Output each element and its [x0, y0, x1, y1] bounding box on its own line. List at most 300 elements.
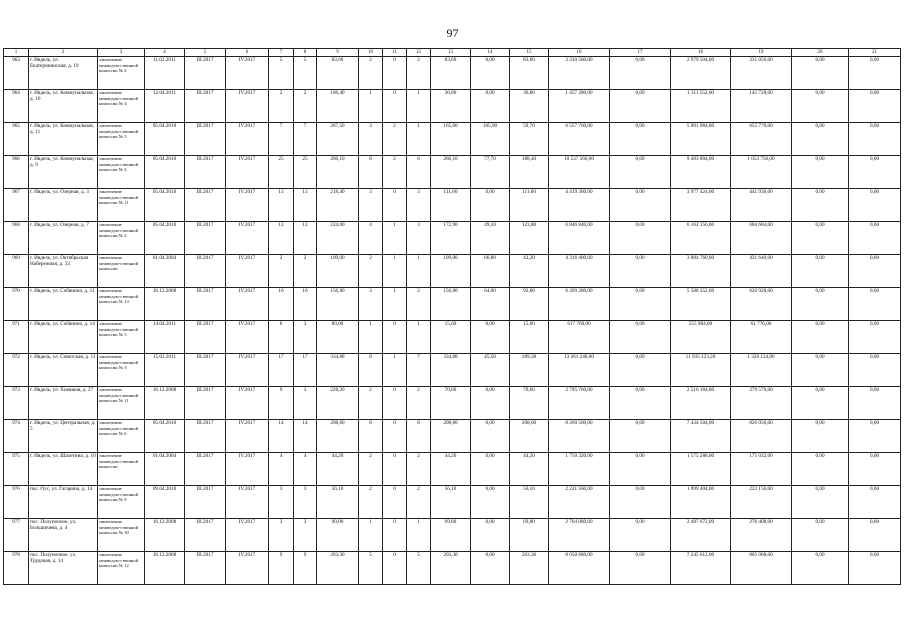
column-number-header: 13	[431, 49, 471, 57]
column-number-header: 19	[731, 49, 792, 57]
document-date-cell: 05.04.2010	[145, 222, 185, 255]
table-row	[4, 519, 901, 552]
row-number-cell: 977	[4, 519, 29, 552]
value-cell-col-13: 36,80	[431, 90, 471, 123]
value-cell-col-16: 1 457 280,00	[549, 90, 610, 123]
row-number-cell: 978	[4, 552, 29, 585]
value-cell-col-18: 5 901 984,00	[671, 123, 731, 156]
document-date-cell: 01.04.2004	[145, 453, 185, 486]
address-cell: г. Ивдель, ул. Собянина, д. 14	[29, 321, 98, 354]
value-cell-col-7: 2	[269, 255, 294, 288]
value-cell-col-17: 0,00	[610, 552, 671, 585]
value-cell-col-15: 123,80	[510, 222, 549, 255]
value-cell-col-17: 0,00	[610, 57, 671, 90]
value-cell-col-17: 0,00	[610, 90, 671, 123]
value-cell-col-13: 44,20	[431, 453, 471, 486]
value-cell-col-19: 684 684,00	[731, 222, 792, 255]
document-date-cell: 14.04.2011	[145, 321, 185, 354]
end-quarter-cell: IV.2017	[226, 156, 269, 189]
column-number-header: 17	[610, 49, 671, 57]
table-row	[4, 453, 901, 486]
value-cell-col-19: 61 776,00	[731, 321, 792, 354]
value-cell-col-18: 11 935 123,20	[671, 354, 731, 387]
value-cell-col-11: 0	[383, 387, 407, 420]
value-cell-col-16: 4 419 360,00	[549, 189, 610, 222]
end-quarter-cell: IV.2017	[226, 222, 269, 255]
value-cell-col-7: 13	[269, 222, 294, 255]
value-cell-col-19: 175 032,00	[731, 453, 792, 486]
value-cell-col-15: 42,20	[510, 255, 549, 288]
table-row	[4, 90, 901, 123]
column-number-header: 11	[383, 49, 407, 57]
start-quarter-cell: III.2017	[185, 519, 226, 552]
value-cell-col-16: 8 260 560,00	[549, 420, 610, 453]
value-cell-col-20: 0,00	[792, 552, 849, 585]
start-quarter-cell: III.2017	[185, 420, 226, 453]
row-number-cell: 969	[4, 255, 29, 288]
value-cell-col-10: 3	[359, 123, 383, 156]
end-quarter-cell: IV.2017	[226, 387, 269, 420]
value-cell-col-14: 45,50	[471, 354, 510, 387]
row-number-cell: 971	[4, 321, 29, 354]
value-cell-col-14: 64,00	[471, 288, 510, 321]
value-cell-col-17: 0,00	[610, 255, 671, 288]
value-cell-col-20: 0,00	[792, 222, 849, 255]
value-cell-col-13: 111,60	[431, 189, 471, 222]
value-cell-col-16: 13 261 248,00	[549, 354, 610, 387]
document-cell: заключение межведом-ственной комиссии № 4	[98, 156, 145, 189]
value-cell-col-21: 0,00	[849, 420, 901, 453]
start-quarter-cell: III.2017	[185, 321, 226, 354]
row-number-cell: 975	[4, 453, 29, 486]
row-number-cell: 974	[4, 420, 29, 453]
value-cell-col-7: 4	[269, 453, 294, 486]
address-cell: г. Ивдель, ул. Коммунальная, д. 10	[29, 90, 98, 123]
row-number-cell: 964	[4, 90, 29, 123]
value-cell-col-16: 3 310 560,00	[549, 57, 610, 90]
value-cell-col-8: 3	[294, 321, 317, 354]
document-cell: заключение межведом-ственной комиссии № 11	[98, 189, 145, 222]
document-date-cell: 15.02.2011	[145, 354, 185, 387]
value-cell-col-15: 289,38	[510, 354, 549, 387]
value-cell-col-20: 0,00	[792, 288, 849, 321]
value-cell-col-17: 0,00	[610, 189, 671, 222]
value-cell-col-21: 0,00	[849, 354, 901, 387]
value-cell-col-8: 7	[294, 123, 317, 156]
value-cell-col-14: 0,00	[471, 387, 510, 420]
value-cell-col-10: 8	[359, 420, 383, 453]
value-cell-col-13: 83,60	[431, 57, 471, 90]
value-cell-col-19: 620 928,00	[731, 288, 792, 321]
value-cell-col-9: 224,00	[317, 222, 359, 255]
value-cell-col-12: 8	[407, 420, 431, 453]
end-quarter-cell: IV.2017	[226, 453, 269, 486]
value-cell-col-7: 3	[269, 519, 294, 552]
value-cell-col-9: 267,50	[317, 123, 359, 156]
end-quarter-cell: IV.2017	[226, 288, 269, 321]
value-cell-col-16: 617 760,00	[549, 321, 610, 354]
end-quarter-cell: IV.2017	[226, 354, 269, 387]
value-cell-col-11: 1	[383, 354, 407, 387]
value-cell-col-13: 56,10	[431, 486, 471, 519]
column-number-header: 3	[98, 49, 145, 57]
value-cell-col-19: 1 053 756,00	[731, 156, 792, 189]
value-cell-col-13: 266,10	[431, 156, 471, 189]
value-cell-col-10: 3	[359, 288, 383, 321]
value-cell-col-19: 441 936,00	[731, 189, 792, 222]
value-cell-col-10: 2	[359, 387, 383, 420]
row-number-cell: 963	[4, 57, 29, 90]
start-quarter-cell: III.2017	[185, 156, 226, 189]
value-cell-col-21: 0,00	[849, 156, 901, 189]
value-cell-col-9: 56,10	[317, 486, 359, 519]
document-cell: заключение межведом-ственной комиссии № 9	[98, 486, 145, 519]
value-cell-col-19: 655 776,00	[731, 123, 792, 156]
document-cell: заключение межведом-ственной комиссии № 2	[98, 57, 145, 90]
value-cell-col-8: 3	[294, 519, 317, 552]
document-cell: заключение межведом-ственной комиссии № 2	[98, 222, 145, 255]
value-cell-col-14: 0,00	[471, 57, 510, 90]
value-cell-col-9: 334,88	[317, 354, 359, 387]
value-cell-col-8: 25	[294, 156, 317, 189]
table-row	[4, 189, 901, 222]
value-cell-col-14: 49,10	[471, 222, 510, 255]
value-cell-col-8: 3	[294, 486, 317, 519]
value-cell-col-21: 0,00	[849, 552, 901, 585]
table-row	[4, 288, 901, 321]
end-quarter-cell: IV.2017	[226, 552, 269, 585]
start-quarter-cell: III.2017	[185, 288, 226, 321]
value-cell-col-12: 3	[407, 222, 431, 255]
end-quarter-cell: IV.2017	[226, 189, 269, 222]
table-row	[4, 222, 901, 255]
value-cell-col-7: 9	[269, 387, 294, 420]
document-date-cell: 16.12.2008	[145, 519, 185, 552]
value-cell-col-19: 145 728,00	[731, 90, 792, 123]
value-cell-col-16: 6 557 760,00	[549, 123, 610, 156]
column-number-row	[4, 49, 901, 57]
value-cell-col-20: 0,00	[792, 420, 849, 453]
value-cell-col-21: 0,00	[849, 222, 901, 255]
page-number: 97	[446, 26, 459, 40]
value-cell-col-7: 10	[269, 288, 294, 321]
value-cell-col-16: 4 316 400,00	[549, 255, 610, 288]
value-cell-col-11: 0	[383, 552, 407, 585]
table-row	[4, 486, 901, 519]
value-cell-col-8: 17	[294, 354, 317, 387]
value-cell-col-19: 805 068,00	[731, 552, 792, 585]
value-cell-col-18: 7 434 504,00	[671, 420, 731, 453]
value-cell-col-15: 188,40	[510, 156, 549, 189]
value-cell-col-13: 15,60	[431, 321, 471, 354]
value-cell-col-8: 13	[294, 222, 317, 255]
document-date-cell: 12.04.2011	[145, 90, 185, 123]
value-cell-col-12: 1	[407, 519, 431, 552]
value-cell-col-11: 0	[383, 90, 407, 123]
value-cell-col-11: 0	[383, 486, 407, 519]
value-cell-col-9: 80,00	[317, 321, 359, 354]
value-cell-col-12: 2	[407, 288, 431, 321]
value-cell-col-21: 0,00	[849, 57, 901, 90]
value-cell-col-8: 10	[294, 288, 317, 321]
end-quarter-cell: IV.2017	[226, 255, 269, 288]
value-cell-col-21: 0,00	[849, 387, 901, 420]
value-cell-col-17: 0,00	[610, 222, 671, 255]
value-cell-col-18: 1 999 404,00	[671, 486, 731, 519]
column-number-header: 8	[294, 49, 317, 57]
row-number-cell: 966	[4, 156, 29, 189]
value-cell-col-11: 0	[383, 57, 407, 90]
value-cell-col-13: 208,60	[431, 420, 471, 453]
value-cell-col-10: 5	[359, 552, 383, 585]
table-row	[4, 420, 901, 453]
value-cell-col-9: 83,60	[317, 57, 359, 90]
value-cell-col-13: 69,80	[431, 519, 471, 552]
value-cell-col-17: 0,00	[610, 123, 671, 156]
address-cell: г. Ивдель, ул. Химиков, д. 27	[29, 387, 98, 420]
value-cell-col-7: 5	[269, 57, 294, 90]
value-cell-col-21: 0,00	[849, 519, 901, 552]
value-cell-col-10: 3	[359, 189, 383, 222]
value-cell-col-13: 156,80	[431, 288, 471, 321]
value-cell-col-15: 59,70	[510, 123, 549, 156]
column-number-header: 20	[792, 49, 849, 57]
value-cell-col-19: 222 156,00	[731, 486, 792, 519]
value-cell-col-16: 6 846 840,00	[549, 222, 610, 255]
value-cell-col-15: 44,20	[510, 453, 549, 486]
value-cell-col-11: 2	[383, 156, 407, 189]
value-cell-col-8: 9	[294, 552, 317, 585]
value-cell-col-21: 0,00	[849, 90, 901, 123]
table-body	[4, 57, 901, 585]
value-cell-col-14: 0,00	[471, 486, 510, 519]
value-cell-col-17: 0,00	[610, 387, 671, 420]
value-cell-col-10: 2	[359, 453, 383, 486]
value-cell-col-8: 5	[294, 57, 317, 90]
value-cell-col-17: 0,00	[610, 420, 671, 453]
document-cell: заключение межведом-ственной комиссии	[98, 453, 145, 486]
value-cell-col-18: 2 516 184,00	[671, 387, 731, 420]
document-cell: заключение межведом-ственной комиссии № 5	[98, 321, 145, 354]
value-cell-col-7: 3	[269, 486, 294, 519]
value-cell-col-8: 2	[294, 90, 317, 123]
value-cell-col-16: 2 764 080,00	[549, 519, 610, 552]
value-cell-col-11: 1	[383, 255, 407, 288]
value-cell-col-8: 3	[294, 387, 317, 420]
value-cell-col-12: 1	[407, 321, 431, 354]
value-cell-col-15: 15,60	[510, 321, 549, 354]
value-cell-col-12: 5	[407, 552, 431, 585]
value-cell-col-10: 8	[359, 156, 383, 189]
value-cell-col-20: 0,00	[792, 486, 849, 519]
column-number-header: 12	[407, 49, 431, 57]
value-cell-col-17: 0,00	[610, 321, 671, 354]
value-cell-col-13: 334,88	[431, 354, 471, 387]
value-cell-col-9: 156,80	[317, 288, 359, 321]
value-cell-col-19: 331 056,00	[731, 57, 792, 90]
column-number-header: 4	[145, 49, 185, 57]
document-date-cell: 05.04.2010	[145, 420, 185, 453]
value-cell-col-10: 2	[359, 486, 383, 519]
value-cell-col-14: 0,00	[471, 189, 510, 222]
document-cell: заключение межведом-ственной комиссии № 30	[98, 519, 145, 552]
value-cell-col-9: 208,60	[317, 420, 359, 453]
document-date-cell: 01.04.2004	[145, 255, 185, 288]
start-quarter-cell: III.2017	[185, 123, 226, 156]
document-date-cell: 09.04.2010	[145, 486, 185, 519]
value-cell-col-14: 77,70	[471, 156, 510, 189]
start-quarter-cell: III.2017	[185, 354, 226, 387]
start-quarter-cell: III.2017	[185, 453, 226, 486]
value-cell-col-9: 90,00	[317, 519, 359, 552]
value-cell-col-12: 1	[407, 90, 431, 123]
address-cell: г. Ивдель, ул. Собянина, д. 11	[29, 288, 98, 321]
start-quarter-cell: III.2017	[185, 222, 226, 255]
value-cell-col-12: 1	[407, 123, 431, 156]
value-cell-col-20: 0,00	[792, 123, 849, 156]
start-quarter-cell: III.2017	[185, 486, 226, 519]
value-cell-col-10: 1	[359, 519, 383, 552]
housing-register-table	[3, 48, 901, 585]
value-cell-col-16: 10 537 560,00	[549, 156, 610, 189]
address-cell: г. Ивдель, ул. Екатерининская, д. 19	[29, 57, 98, 90]
document-cell: заключение межведом-ственной комиссии	[98, 255, 145, 288]
value-cell-col-21: 0,00	[849, 288, 901, 321]
value-cell-col-7: 9	[269, 552, 294, 585]
start-quarter-cell: III.2017	[185, 255, 226, 288]
value-cell-col-13: 203,30	[431, 552, 471, 585]
value-cell-col-16: 8 050 680,00	[549, 552, 610, 585]
row-number-cell: 967	[4, 189, 29, 222]
value-cell-col-16: 6 209 280,00	[549, 288, 610, 321]
value-cell-col-9: 203,30	[317, 552, 359, 585]
value-cell-col-14: 0,00	[471, 420, 510, 453]
address-cell: пос. Полуночное, ул. Большичева, д. 4	[29, 519, 98, 552]
column-number-header: 1	[4, 49, 29, 57]
start-quarter-cell: III.2017	[185, 189, 226, 222]
table-row	[4, 387, 901, 420]
start-quarter-cell: III.2017	[185, 57, 226, 90]
value-cell-col-11: 2	[383, 123, 407, 156]
value-cell-col-13: 172,90	[431, 222, 471, 255]
value-cell-col-20: 0,00	[792, 189, 849, 222]
column-number-header: 7	[269, 49, 294, 57]
value-cell-col-20: 0,00	[792, 387, 849, 420]
address-cell: г. Ивдель, ул. Коммунальная, д. 11	[29, 123, 98, 156]
value-cell-col-15: 92,80	[510, 288, 549, 321]
column-number-header: 14	[471, 49, 510, 57]
value-cell-col-20: 0,00	[792, 156, 849, 189]
value-cell-col-9: 44,20	[317, 453, 359, 486]
value-cell-col-8: 2	[294, 255, 317, 288]
value-cell-col-14: 0,00	[471, 453, 510, 486]
value-cell-col-18: 5 588 352,00	[671, 288, 731, 321]
document-date-cell: 05.04.2010	[145, 123, 185, 156]
value-cell-col-21: 0,00	[849, 255, 901, 288]
end-quarter-cell: IV.2017	[226, 57, 269, 90]
column-number-header: 16	[549, 49, 610, 57]
table-row	[4, 123, 901, 156]
value-cell-col-9: 186,40	[317, 90, 359, 123]
value-cell-col-21: 0,00	[849, 321, 901, 354]
row-number-cell: 968	[4, 222, 29, 255]
value-cell-col-11: 0	[383, 420, 407, 453]
document-date-cell: 05.04.2010	[145, 189, 185, 222]
value-cell-col-18: 3 884 760,00	[671, 255, 731, 288]
value-cell-col-17: 0,00	[610, 354, 671, 387]
value-cell-col-20: 0,00	[792, 255, 849, 288]
value-cell-col-7: 6	[269, 321, 294, 354]
value-cell-col-18: 3 977 424,00	[671, 189, 731, 222]
value-cell-col-12: 2	[407, 387, 431, 420]
row-number-cell: 973	[4, 387, 29, 420]
value-cell-col-7: 2	[269, 90, 294, 123]
document-cell: заключение межведом-ственной комиссии № 12	[98, 552, 145, 585]
table-row	[4, 57, 901, 90]
address-cell: пос. Полуночное, ул. Трудовая, д. 14	[29, 552, 98, 585]
value-cell-col-18: 555 984,00	[671, 321, 731, 354]
value-cell-col-18: 2 979 504,00	[671, 57, 731, 90]
value-cell-col-14: 0,00	[471, 90, 510, 123]
value-cell-col-17: 0,00	[610, 486, 671, 519]
value-cell-col-18: 1 311 552,00	[671, 90, 731, 123]
value-cell-col-15: 203,30	[510, 552, 549, 585]
start-quarter-cell: III.2017	[185, 90, 226, 123]
value-cell-col-21: 0,00	[849, 189, 901, 222]
address-cell: г. Ивдель, ул. Коммунальная, д. 9	[29, 156, 98, 189]
value-cell-col-12: 2	[407, 57, 431, 90]
value-cell-col-11: 0	[383, 453, 407, 486]
value-cell-col-20: 0,00	[792, 354, 849, 387]
document-cell: заключение межведом-ственной комиссии № 6	[98, 420, 145, 453]
value-cell-col-11: 0	[383, 519, 407, 552]
value-cell-col-18: 1 575 288,00	[671, 453, 731, 486]
address-cell: пос. Оус, ул. Гагарина, д. 14	[29, 486, 98, 519]
value-cell-col-10: 1	[359, 90, 383, 123]
value-cell-col-17: 0,00	[610, 519, 671, 552]
end-quarter-cell: IV.2017	[226, 90, 269, 123]
value-cell-col-15: 69,80	[510, 519, 549, 552]
address-cell: г. Ивдель, ул. Озерная, д. 3	[29, 189, 98, 222]
address-cell: г. Ивдель, ул. Октябрьская Набережная, д. 33	[29, 255, 98, 288]
value-cell-col-21: 0,00	[849, 123, 901, 156]
value-cell-col-19: 1 326 124,80	[731, 354, 792, 387]
value-cell-col-12: 2	[407, 486, 431, 519]
value-cell-col-11: 1	[383, 222, 407, 255]
row-number-cell: 970	[4, 288, 29, 321]
value-cell-col-15: 70,60	[510, 387, 549, 420]
value-cell-col-9: 228,20	[317, 387, 359, 420]
document-date-cell: 16.12.2008	[145, 288, 185, 321]
document-cell: заключение межведом-ственной комиссии № 4	[98, 90, 145, 123]
document-date-cell: 16.12.2008	[145, 387, 185, 420]
address-cell: г. Ивдель, ул. Шахетина, д. 10	[29, 453, 98, 486]
column-number-header: 10	[359, 49, 383, 57]
value-cell-col-11: 0	[383, 189, 407, 222]
column-number-header: 18	[671, 49, 731, 57]
value-cell-col-11: 1	[383, 288, 407, 321]
value-cell-col-13: 70,60	[431, 387, 471, 420]
end-quarter-cell: IV.2017	[226, 486, 269, 519]
value-cell-col-12: 6	[407, 156, 431, 189]
value-cell-col-19: 276 408,00	[731, 519, 792, 552]
document-cell: заключение межведом-ственной комиссии № 13	[98, 288, 145, 321]
value-cell-col-14: 66,80	[471, 255, 510, 288]
start-quarter-cell: III.2017	[185, 387, 226, 420]
end-quarter-cell: IV.2017	[226, 321, 269, 354]
value-cell-col-14: 0,00	[471, 552, 510, 585]
value-cell-col-18: 7 245 612,00	[671, 552, 731, 585]
